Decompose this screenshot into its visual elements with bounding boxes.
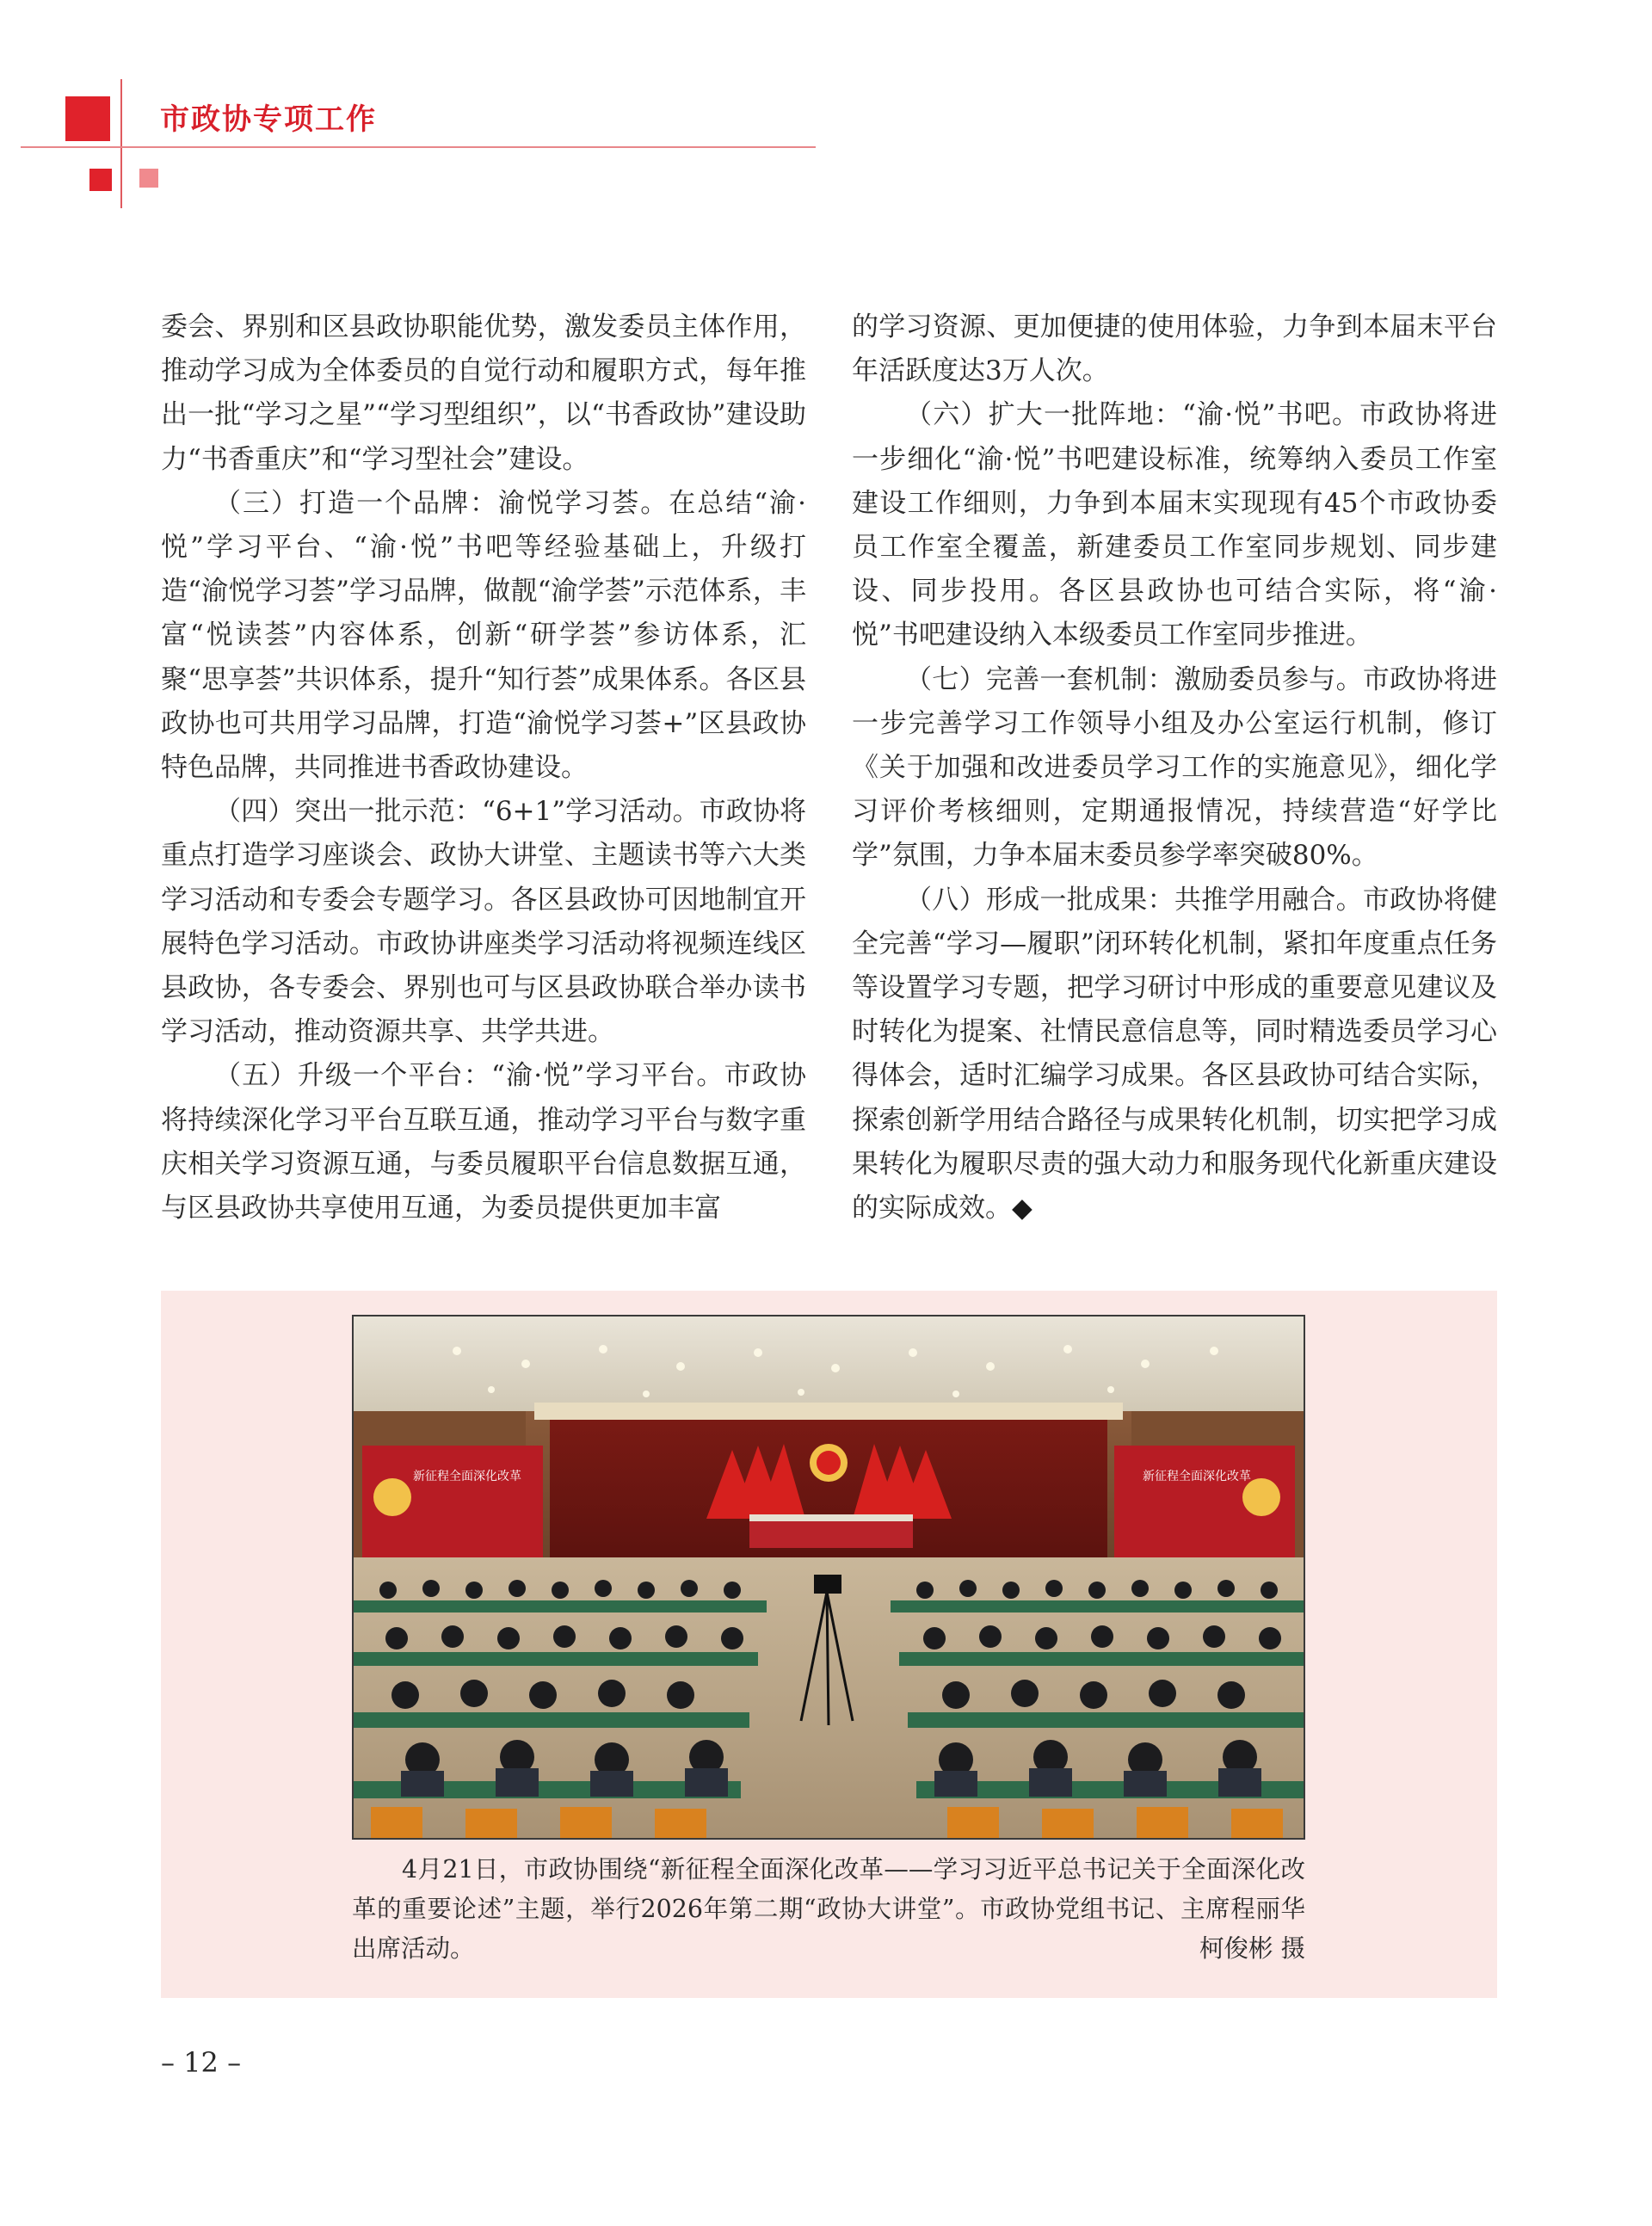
- photo-credit: 柯俊彬 摄: [1191, 1929, 1305, 1969]
- left-column: [161, 305, 806, 1230]
- screen-left-title: 新征程全面深化改革: [413, 1470, 521, 1483]
- paragraph-continued-right: 的学习资源、更加便捷的使用体验，力争到本届末平台年活跃度达3万人次。: [852, 311, 1497, 387]
- header-vertical-rule: [120, 79, 122, 208]
- header-square-small-red: [89, 169, 112, 191]
- paragraph-section-8-text: （八）形成一批成果：共推学用融合。市政协将健全完善“学习—履职”闭环转化机制，紧扣年度重点任务等设置学习专题，把学习研讨中形成的重要意见建议及时转化为提案、社情民意信息等，同时精选委员学习心得体会，适时汇编学习成果。各区县政协可结合实际，探索创新学用结合路径与成果转化机制，切实把学习成果转化为履职尽责的强大动力和服务现代化新重庆建设的实际成效。: [852, 884, 1497, 1224]
- photo-caption-block: [161, 1291, 1497, 1998]
- end-mark-icon: ◆: [1012, 1193, 1032, 1224]
- paragraph-section-3: （三）打造一个品牌：渝悦学习荟。在总结“渝·悦”学习平台、“渝·悦”书吧等经验基础上，升级打造“渝悦学习荟”学习品牌，做靓“渝学荟”示范体系，丰富“悦读荟”内容体系，创新“研学荟”参访体系，汇聚“思享荟”共识体系，提升“知行荟”成果体系。各区县政协也可共用学习品牌，打造“渝悦学习荟+”区县政协特色品牌，共同推进书香政协建设。: [161, 487, 806, 784]
- paragraph-section-8: [852, 879, 1497, 1231]
- right-column: [852, 305, 1497, 1230]
- photo-caption: [352, 1850, 1305, 1969]
- conference-hall-illustration: [354, 1316, 1304, 1838]
- header-square-large: [65, 96, 110, 141]
- header-square-small-pink: [139, 169, 158, 188]
- paragraph-section-4: （四）突出一批示范：“6+1”学习活动。市政协将重点打造学习座谈会、政协大讲堂、主题读书等六大类学习活动和专委会专题学习。各区县政协可因地制宜开展特色学习活动。市政协讲座类学习活动将视频连线区县政协，各专委会、界别也可与区县政协联合举办读书学习活动，推动资源共享、共学共进。: [161, 796, 806, 1048]
- paragraph-continued: 委会、界别和区县政协职能优势，激发委员主体作用，推动学习成为全体委员的自觉行动和履职方式，每年推出一批“学习之星”“学习型组织”，以“书香政协”建设助力“书香重庆”和“学习型社会”建设。: [161, 311, 806, 475]
- paragraph-section-5: （五）升级一个平台：“渝·悦”学习平台。市政协将持续深化学习平台互联互通，推动学习平台与数字重庆相关学习资源互通，与委员履职平台信息数据互通，与区县政协共享使用互通，为委员提供更加丰富: [161, 1060, 806, 1224]
- header-horizontal-rule: [21, 146, 816, 148]
- page-number: – 12 –: [161, 2046, 242, 2079]
- screen-right-title: 新征程全面深化改革: [1143, 1470, 1251, 1483]
- paragraph-section-6: （六）扩大一批阵地：“渝·悦”书吧。市政协将进一步细化“渝·悦”书吧建设标准，统筹纳入委员工作室建设工作细则，力争到本届末实现现有45个市政协委员工作室全覆盖，新建委员工作室同步规划、同步建设、同步投用。各区县政协也可结合实际，将“渝·悦”书吧建设纳入本级委员工作室同步推进。: [852, 399, 1497, 651]
- section-title: 市政协专项工作: [160, 102, 377, 137]
- conference-photo: [352, 1315, 1305, 1840]
- caption-text: 4月21日，市政协围绕“新征程全面深化改革——学习习近平总书记关于全面深化改革的重要论述”主题，举行2026年第二期“政协大讲堂”。市政协党组书记、主席程丽华出席活动。: [352, 1855, 1305, 1963]
- paragraph-section-7: （七）完善一套机制：激励委员参与。市政协将进一步完善学习工作领导小组及办公室运行机制，修订《关于加强和改进委员学习工作的实施意见》，细化学习评价考核细则，定期通报情况，持续营造“好学比学”氛围，力争本届末委员参学率突破80%。: [852, 663, 1497, 872]
